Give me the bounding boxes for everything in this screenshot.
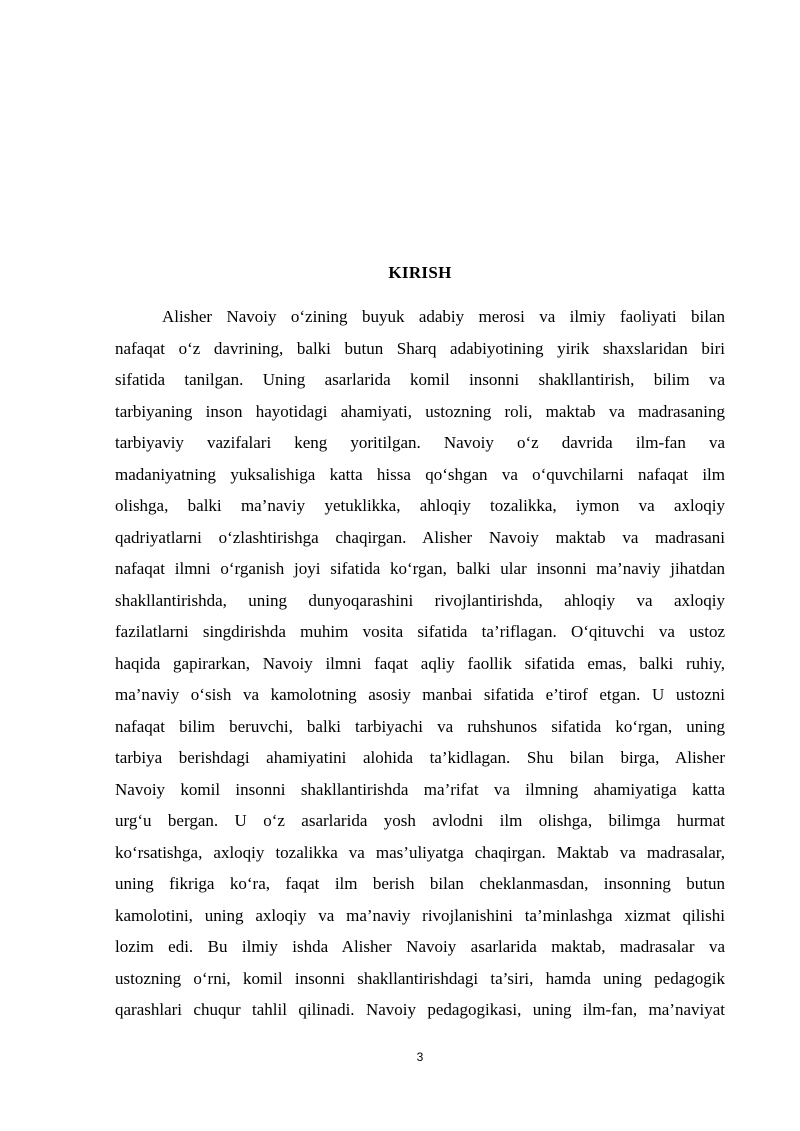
paragraph-line: uning fikriga ko‘ra, faqat ilm berish bilan cheklanmasdan, insonning butun (115, 874, 725, 893)
paragraph-line: nafaqat ilmni o‘rganish joyi sifatida ko‘rgan, balki ular insonni ma’naviy jihatdan (115, 559, 725, 578)
paragraph-line: tarbiyaviy vazifalari keng yoritilgan. Navoiy o‘z davrida ilm-fan va (115, 433, 725, 452)
body-paragraph (115, 301, 725, 1026)
paragraph-line: fazilatlarni singdirishda muhim vosita sifatida ta’riflagan. O‘qituvchi va ustoz (115, 622, 725, 641)
paragraph-line: olishga, balki ma’naviy yetuklikka, ahloqiy tozalikka, iymon va axloqiy (115, 496, 725, 515)
paragraph-line: nafaqat bilim beruvchi, balki tarbiyachi va ruhshunos sifatida ko‘rgan, uning (115, 716, 725, 736)
paragraph-line: haqida gapirarkan, Navoiy ilmni faqat aqliy faollik sifatida emas, balki ruhiy, (115, 653, 725, 673)
page-number: 3 (416, 1050, 424, 1064)
paragraph-line: sifatida tanilgan. Uning asarlarida komil insonni shakllantirish, bilim va (115, 370, 725, 389)
paragraph-line: nafaqat o‘z davrining, balki butun Sharq adabiyotining yirik shaxslaridan biri (115, 338, 725, 358)
paragraph-line: kamolotini, uning axloqiy va ma’naviy rivojlanishini ta’minlashga xizmat qilishi (115, 905, 725, 925)
paragraph-line: madaniyatning yuksalishiga katta hissa qo‘shgan va o‘quvchilarni nafaqat ilm (115, 464, 725, 484)
paragraph-line: qadriyatlarni o‘zlashtirishga chaqirgan. Alisher Navoiy maktab va madrasani (115, 527, 725, 547)
paragraph-line: ustozning o‘rni, komil insonni shakllantirishdagi ta’siri, hamda uning pedagogik (115, 968, 725, 988)
paragraph-line: tarbiya berishdagi ahamiyatini alohida ta’kidlagan. Shu bilan birga, Alisher (115, 748, 725, 767)
section-heading: KIRISH (388, 263, 452, 282)
paragraph-line: lozim edi. Bu ilmiy ishda Alisher Navoiy asarlarida maktab, madrasalar va (115, 937, 725, 956)
paragraph-line: urg‘u bergan. U o‘z asarlarida yosh avlodni ilm olishga, bilimga hurmat (115, 811, 725, 830)
paragraph-line: ko‘rsatishga, axloqiy tozalikka va mas’uliyatga chaqirgan. Maktab va madrasalar, (115, 842, 725, 862)
paragraph-line: ma’naviy o‘sish va kamolotning asosiy manbai sifatida e’tirof etgan. U ustozni (115, 685, 725, 704)
paragraph-line: qarashlari chuqur tahlil qilinadi. Navoiy pedagogikasi, uning ilm-fan, ma’naviyat (115, 1000, 725, 1019)
paragraph-line: Alisher Navoiy o‘zining buyuk adabiy merosi va ilmiy faoliyati bilan (162, 307, 725, 326)
paragraph-line: Navoiy komil insonni shakllantirishda ma’rifat va ilmning ahamiyatiga katta (115, 779, 725, 799)
paragraph-line: shakllantirishda, uning dunyoqarashini rivojlantirishda, ahloqiy va axloqiy (115, 590, 725, 610)
paragraph-line: tarbiyaning inson hayotidagi ahamiyati, ustozning roli, maktab va madrasaning (115, 401, 725, 421)
